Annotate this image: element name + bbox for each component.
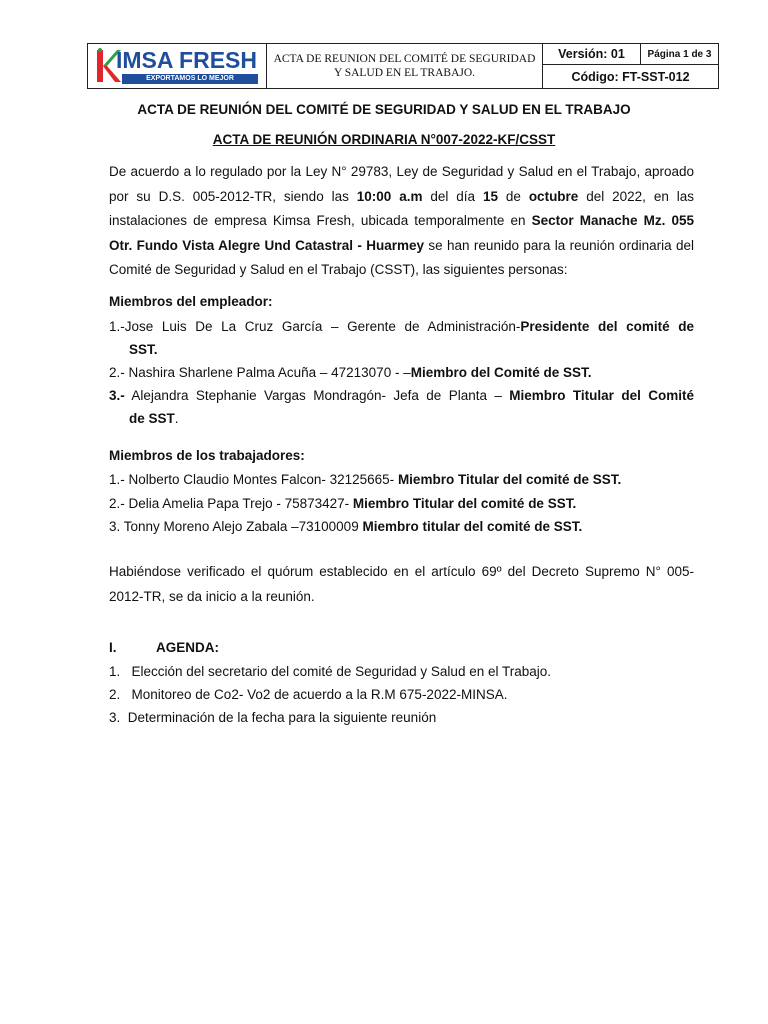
document-subtitle: ACTA DE REUNIÓN ORDINARIA N°007-2022-KF/CSST: [212, 132, 556, 147]
item-number: 2.-: [109, 365, 125, 380]
document-title: ACTA DE REUNIÓN DEL COMITÉ DE SEGURIDAD Y SALUD EN EL TRABAJO: [137, 102, 631, 117]
item-number: 1.-: [109, 472, 125, 487]
employer-heading: Miembros del empleador:: [109, 294, 273, 309]
agenda-section-number: I.: [109, 640, 117, 655]
intro-time: 10:00 a.m: [356, 188, 423, 204]
member-role: Miembro del Comité de SST.: [410, 365, 592, 380]
member-role-cont: de SST: [129, 411, 175, 426]
version-label: Versión: 01: [543, 44, 641, 64]
member-text: Tonny Moreno Alejo Zabala –73100009: [120, 519, 363, 534]
agenda-heading: [109, 640, 219, 655]
quorum-paragraph: Habiéndose verificado el quórum establecido en el artículo 69º del Decreto Supremo N° 005-2012-TR, se da inicio a la reunión.: [109, 564, 694, 604]
member-role: Presidente del comité de: [520, 319, 694, 334]
item-number: 2.-: [109, 496, 125, 511]
member-text: Jose Luis De La Cruz García – Gerente de Administración-: [124, 319, 521, 334]
list-item: 2. Monitoreo de Co2- Vo2 de acuerdo a la R.M 675-2022-MINSA.: [109, 687, 508, 702]
member-text: Alejandra Stephanie Vargas Mondragón- Jefa de Planta –: [124, 388, 510, 403]
intro-text-d: del 2022, en las instalaciones de empresa Kimsa Fresh, ubicada temporalmente en: [109, 188, 694, 228]
intro-location: Sector Manache Mz. 055 Otr. Fundo Vista Alegre Und Catastral - Huarmey: [109, 213, 695, 253]
intro-day: 15: [482, 188, 498, 204]
member-role: Miembro Titular del Comité: [509, 388, 694, 403]
intro-paragraph: [109, 160, 694, 283]
list-item: [109, 384, 694, 430]
header-meta: [543, 44, 718, 88]
logo-brand-text: IMSA FRESH: [116, 47, 257, 73]
list-item: 1. Elección del secretario del comité de Seguridad y Salud en el Trabajo.: [109, 664, 552, 679]
member-text: Nolberto Claudio Montes Falcon- 32125665-: [124, 472, 398, 487]
agenda-title: AGENDA:: [156, 640, 219, 655]
member-role: Miembro Titular del comité de SST.: [352, 496, 577, 511]
header-doc-title: ACTA DE REUNION DEL COMITÉ DE SEGURIDAD Y SALUD EN EL TRABAJO.: [267, 44, 543, 88]
item-number: 3.-: [109, 388, 125, 403]
intro-text-e: se han reunido para la reunión ordinaria del Comité de Seguridad y Salud en el Trabajo (CSST), las siguientes personas:: [109, 237, 694, 277]
member-role-cont: SST.: [129, 342, 158, 357]
member-role: Miembro titular del comité de SST.: [362, 519, 583, 534]
header-meta-top: [543, 44, 718, 65]
list-item: 3. Determinación de la fecha para la siguiente reunión: [109, 710, 437, 725]
intro-text-b: del día: [422, 188, 483, 204]
list-item: [109, 492, 694, 515]
document-header: [87, 43, 719, 89]
member-tail: .: [174, 411, 179, 426]
workers-heading: Miembros de los trabajadores:: [109, 448, 305, 463]
item-number: 1.-: [109, 319, 125, 334]
list-item: [109, 468, 694, 491]
intro-month: octubre: [528, 188, 579, 204]
code-label: Código: FT-SST-012: [571, 69, 690, 84]
list-item: [109, 315, 694, 361]
member-text: Nashira Sharlene Palma Acuña – 47213070 - –: [124, 365, 411, 380]
company-logo: [88, 44, 267, 88]
intro-text-a: De acuerdo a lo regulado por la Ley N° 29783, Ley de Seguridad y Salud en el Trabajo, aproado por su D.S. 005-2012-TR, siendo las: [109, 164, 694, 204]
list-item: [109, 361, 694, 384]
intro-text-c: de: [497, 188, 529, 204]
member-role: Miembro Titular del comité de SST.: [397, 472, 622, 487]
item-number: 3.: [109, 519, 121, 534]
member-text: Delia Amelia Papa Trejo - 75873427-: [124, 496, 353, 511]
page-label: Página 1 de 3: [647, 48, 712, 60]
logo-tagline: EXPORTAMOS LO MEJOR: [122, 74, 258, 84]
list-item: [109, 515, 694, 538]
